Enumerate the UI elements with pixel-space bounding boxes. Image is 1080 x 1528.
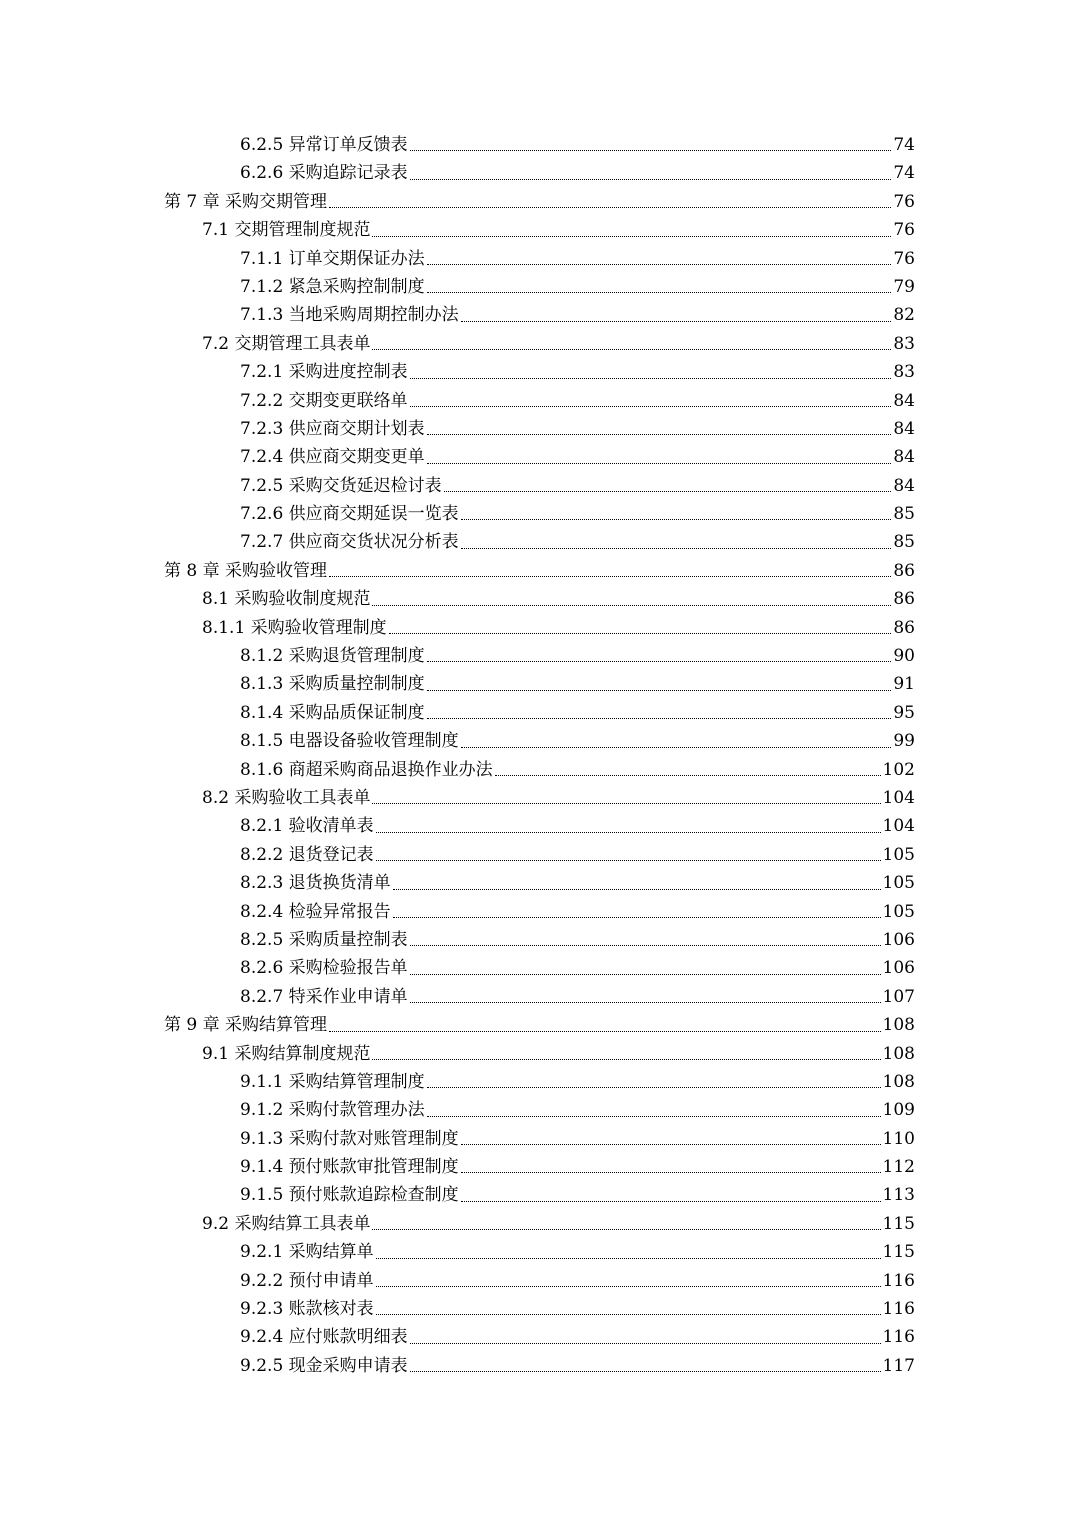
toc-entry[interactable] xyxy=(0,756,1080,784)
dot-leader xyxy=(410,149,892,151)
toc-entry-title: 6.2.6 采购追踪记录表 xyxy=(240,163,408,184)
toc-entry[interactable] xyxy=(0,1125,1080,1153)
toc-entry-page-number: 85 xyxy=(893,532,915,553)
toc-entry-page-number: 105 xyxy=(882,901,915,922)
dot-leader xyxy=(389,632,892,634)
toc-entry-title: 9.2 采购结算工具表单 xyxy=(202,1213,371,1234)
toc-entry-page-number: 95 xyxy=(893,702,915,723)
dot-leader xyxy=(410,1001,881,1003)
toc-entry-title: 8.1.4 采购品质保证制度 xyxy=(240,702,425,723)
toc-entry-page-number: 76 xyxy=(893,191,915,212)
toc-entry[interactable] xyxy=(0,585,1080,613)
dot-leader xyxy=(376,1285,881,1287)
dot-leader xyxy=(372,604,891,606)
toc-entry-page-number: 85 xyxy=(893,504,915,525)
toc-entry[interactable] xyxy=(0,926,1080,954)
toc-entry-page-number: 99 xyxy=(893,731,915,752)
dot-leader xyxy=(376,1257,881,1259)
toc-entry[interactable] xyxy=(0,443,1080,471)
toc-entry-page-number: 116 xyxy=(882,1270,915,1291)
toc-entry-page-number: 104 xyxy=(882,787,915,808)
toc-entry-title: 9.1.2 采购付款管理办法 xyxy=(240,1100,425,1121)
dot-leader xyxy=(461,1200,881,1202)
toc-entry-page-number: 106 xyxy=(882,929,915,950)
toc-entry[interactable] xyxy=(0,528,1080,556)
dot-leader xyxy=(427,660,892,662)
toc-entry-title: 7.1 交期管理制度规范 xyxy=(202,220,371,241)
toc-entry-page-number: 90 xyxy=(893,646,915,667)
dot-leader xyxy=(410,377,892,379)
toc-entry-page-number: 91 xyxy=(893,674,915,695)
dot-leader xyxy=(329,206,891,208)
toc-entry[interactable] xyxy=(0,642,1080,670)
toc-entry-title: 7.1.1 订单交期保证办法 xyxy=(240,248,425,269)
toc-entry-title: 8.2.4 检验异常报告 xyxy=(240,901,391,922)
dot-leader xyxy=(427,462,892,464)
toc-entry-title: 7.2.4 供应商交期变更单 xyxy=(240,447,425,468)
toc-entry-page-number: 74 xyxy=(893,163,915,184)
toc-entry-title: 8.2 采购验收工具表单 xyxy=(202,787,371,808)
toc-entry[interactable] xyxy=(0,1011,1080,1039)
toc-entry-title: 7.2.7 供应商交货状况分析表 xyxy=(240,532,459,553)
toc-entry-page-number: 86 xyxy=(893,589,915,610)
toc-entry-title: 9.1.3 采购付款对账管理制度 xyxy=(240,1128,459,1149)
toc-entry[interactable] xyxy=(0,301,1080,329)
toc-entry[interactable] xyxy=(0,1323,1080,1351)
toc-entry-title: 8.1 采购验收制度规范 xyxy=(202,589,371,610)
toc-entry-title: 7.2.6 供应商交期延误一览表 xyxy=(240,504,459,525)
toc-entry-title: 8.1.5 电器设备验收管理制度 xyxy=(240,731,459,752)
toc-entry-title: 9.1.1 采购结算管理制度 xyxy=(240,1071,425,1092)
toc-entry[interactable] xyxy=(0,727,1080,755)
toc-entry[interactable] xyxy=(0,472,1080,500)
toc-entry[interactable] xyxy=(0,330,1080,358)
toc-entry-page-number: 117 xyxy=(882,1355,915,1376)
dot-leader xyxy=(372,802,880,804)
dot-leader xyxy=(410,973,881,975)
toc-entry-title: 7.2 交期管理工具表单 xyxy=(202,333,371,354)
toc-entry-page-number: 84 xyxy=(893,475,915,496)
toc-entry-page-number: 116 xyxy=(882,1327,915,1348)
toc-entry-title: 7.2.5 采购交货延迟检讨表 xyxy=(240,475,442,496)
dot-leader xyxy=(427,1086,881,1088)
toc-entry-title: 6.2.5 异常订单反馈表 xyxy=(240,135,408,155)
toc-entry[interactable] xyxy=(0,1096,1080,1124)
toc-entry[interactable] xyxy=(0,500,1080,528)
dot-leader xyxy=(461,1171,881,1173)
toc-entry[interactable] xyxy=(0,954,1080,982)
toc-entry-title: 7.2.1 采购进度控制表 xyxy=(240,362,408,383)
toc-entry-page-number: 86 xyxy=(893,560,915,581)
toc-entry-page-number: 113 xyxy=(882,1185,915,1206)
toc-entry[interactable] xyxy=(0,1040,1080,1068)
toc-entry-title: 第 7 章 采购交期管理 xyxy=(164,191,328,212)
toc-entry-page-number: 108 xyxy=(882,1015,915,1036)
toc-entry-page-number: 104 xyxy=(882,816,915,837)
toc-entry-page-number: 106 xyxy=(882,958,915,979)
dot-leader xyxy=(372,348,891,350)
dot-leader xyxy=(427,263,892,265)
toc-entry-title: 9.2.4 应付账款明细表 xyxy=(240,1327,408,1348)
toc-entry-title: 8.1.1 采购验收管理制度 xyxy=(202,617,387,638)
toc-entry[interactable] xyxy=(0,159,1080,187)
toc-entry-page-number: 84 xyxy=(893,418,915,439)
toc-entry-page-number: 83 xyxy=(893,362,915,383)
dot-leader xyxy=(410,405,892,407)
toc-entry[interactable] xyxy=(0,898,1080,926)
toc-entry-page-number: 112 xyxy=(882,1157,915,1178)
dot-leader xyxy=(427,291,892,293)
toc-entry-page-number: 84 xyxy=(893,390,915,411)
dot-leader xyxy=(427,717,892,719)
toc-entry-page-number: 74 xyxy=(893,135,915,155)
toc-entry-title: 8.1.2 采购退货管理制度 xyxy=(240,646,425,667)
toc-entry-title: 9.1.4 预付账款审批管理制度 xyxy=(240,1157,459,1178)
toc-entry[interactable] xyxy=(0,869,1080,897)
toc-entry[interactable] xyxy=(0,614,1080,642)
toc-entry[interactable] xyxy=(0,841,1080,869)
dot-leader xyxy=(376,831,881,833)
dot-leader xyxy=(376,1313,881,1315)
toc-entry-title: 8.2.6 采购检验报告单 xyxy=(240,958,408,979)
dot-leader xyxy=(410,944,881,946)
toc-entry[interactable] xyxy=(0,1267,1080,1295)
toc-entry[interactable] xyxy=(0,1181,1080,1209)
dot-leader xyxy=(461,547,892,549)
toc-entry[interactable] xyxy=(0,358,1080,386)
table-of-contents xyxy=(0,131,1080,1380)
toc-entry-title: 9.2.3 账款核对表 xyxy=(240,1299,374,1320)
toc-entry-title: 7.2.3 供应商交期计划表 xyxy=(240,418,425,439)
toc-entry-title: 8.2.1 验收清单表 xyxy=(240,816,374,837)
toc-entry-page-number: 108 xyxy=(882,1071,915,1092)
toc-entry[interactable] xyxy=(0,216,1080,244)
toc-entry[interactable] xyxy=(0,188,1080,216)
toc-entry[interactable] xyxy=(0,699,1080,727)
toc-entry-page-number: 76 xyxy=(893,220,915,241)
toc-entry-page-number: 108 xyxy=(882,1043,915,1064)
dot-leader xyxy=(461,746,892,748)
toc-entry-page-number: 76 xyxy=(893,248,915,269)
toc-entry[interactable] xyxy=(0,1352,1080,1380)
toc-entry[interactable] xyxy=(0,131,1080,159)
toc-entry[interactable] xyxy=(0,784,1080,812)
toc-entry-title: 7.2.2 交期变更联络单 xyxy=(240,390,408,411)
dot-leader xyxy=(427,689,892,691)
toc-entry-page-number: 79 xyxy=(893,276,915,297)
toc-entry-title: 8.2.2 退货登记表 xyxy=(240,844,374,865)
toc-entry[interactable] xyxy=(0,983,1080,1011)
dot-leader xyxy=(410,1370,881,1372)
toc-entry-title: 7.1.3 当地采购周期控制办法 xyxy=(240,305,459,326)
toc-entry[interactable] xyxy=(0,1210,1080,1238)
toc-entry-title: 第 8 章 采购验收管理 xyxy=(164,560,328,581)
toc-entry-page-number: 110 xyxy=(882,1128,915,1149)
toc-entry-page-number: 84 xyxy=(893,447,915,468)
dot-leader xyxy=(427,1115,881,1117)
toc-entry[interactable] xyxy=(0,387,1080,415)
toc-entry[interactable] xyxy=(0,1153,1080,1181)
toc-entry-page-number: 107 xyxy=(882,986,915,1007)
toc-entry-page-number: 105 xyxy=(882,873,915,894)
dot-leader xyxy=(372,1058,880,1060)
toc-entry-page-number: 115 xyxy=(882,1213,915,1234)
dot-leader xyxy=(461,1143,881,1145)
toc-entry[interactable] xyxy=(0,812,1080,840)
toc-entry-title: 8.2.7 特采作业申请单 xyxy=(240,986,408,1007)
dot-leader xyxy=(372,235,891,237)
dot-leader xyxy=(495,774,881,776)
toc-entry-page-number: 86 xyxy=(893,617,915,638)
toc-entry-title: 第 9 章 采购结算管理 xyxy=(164,1015,328,1036)
dot-leader xyxy=(329,575,891,577)
toc-entry[interactable] xyxy=(0,415,1080,443)
dot-leader xyxy=(376,859,881,861)
dot-leader xyxy=(427,433,892,435)
toc-entry-page-number: 109 xyxy=(882,1100,915,1121)
dot-leader xyxy=(329,1030,881,1032)
toc-entry[interactable] xyxy=(0,1238,1080,1266)
toc-entry[interactable] xyxy=(0,1068,1080,1096)
toc-entry-page-number: 83 xyxy=(893,333,915,354)
dot-leader xyxy=(393,916,881,918)
dot-leader xyxy=(444,490,892,492)
toc-entry-page-number: 115 xyxy=(882,1242,915,1263)
toc-entry-title: 8.1.3 采购质量控制制度 xyxy=(240,674,425,695)
toc-entry-title: 8.2.5 采购质量控制表 xyxy=(240,929,408,950)
toc-entry[interactable] xyxy=(0,670,1080,698)
toc-entry-title: 9.2.1 采购结算单 xyxy=(240,1242,374,1263)
toc-entry-page-number: 102 xyxy=(882,759,915,780)
dot-leader xyxy=(461,320,892,322)
toc-entry-title: 9.2.5 现金采购申请表 xyxy=(240,1355,408,1376)
toc-entry-title: 8.2.3 退货换货清单 xyxy=(240,873,391,894)
toc-entry-page-number: 105 xyxy=(882,844,915,865)
dot-leader xyxy=(410,1342,881,1344)
toc-entry[interactable] xyxy=(0,1295,1080,1323)
dot-leader xyxy=(461,518,892,520)
toc-entry-page-number: 82 xyxy=(893,305,915,326)
toc-entry[interactable] xyxy=(0,273,1080,301)
toc-entry[interactable] xyxy=(0,245,1080,273)
dot-leader xyxy=(410,178,892,180)
toc-entry-title: 9.1 采购结算制度规范 xyxy=(202,1043,371,1064)
toc-entry-page-number: 116 xyxy=(882,1299,915,1320)
toc-entry-title: 7.1.2 紧急采购控制制度 xyxy=(240,276,425,297)
dot-leader xyxy=(393,888,881,890)
dot-leader xyxy=(372,1228,880,1230)
toc-entry-title: 8.1.6 商超采购商品退换作业办法 xyxy=(240,759,493,780)
toc-entry-title: 9.2.2 预付申请单 xyxy=(240,1270,374,1291)
toc-entry[interactable] xyxy=(0,557,1080,585)
toc-entry-title: 9.1.5 预付账款追踪检查制度 xyxy=(240,1185,459,1206)
